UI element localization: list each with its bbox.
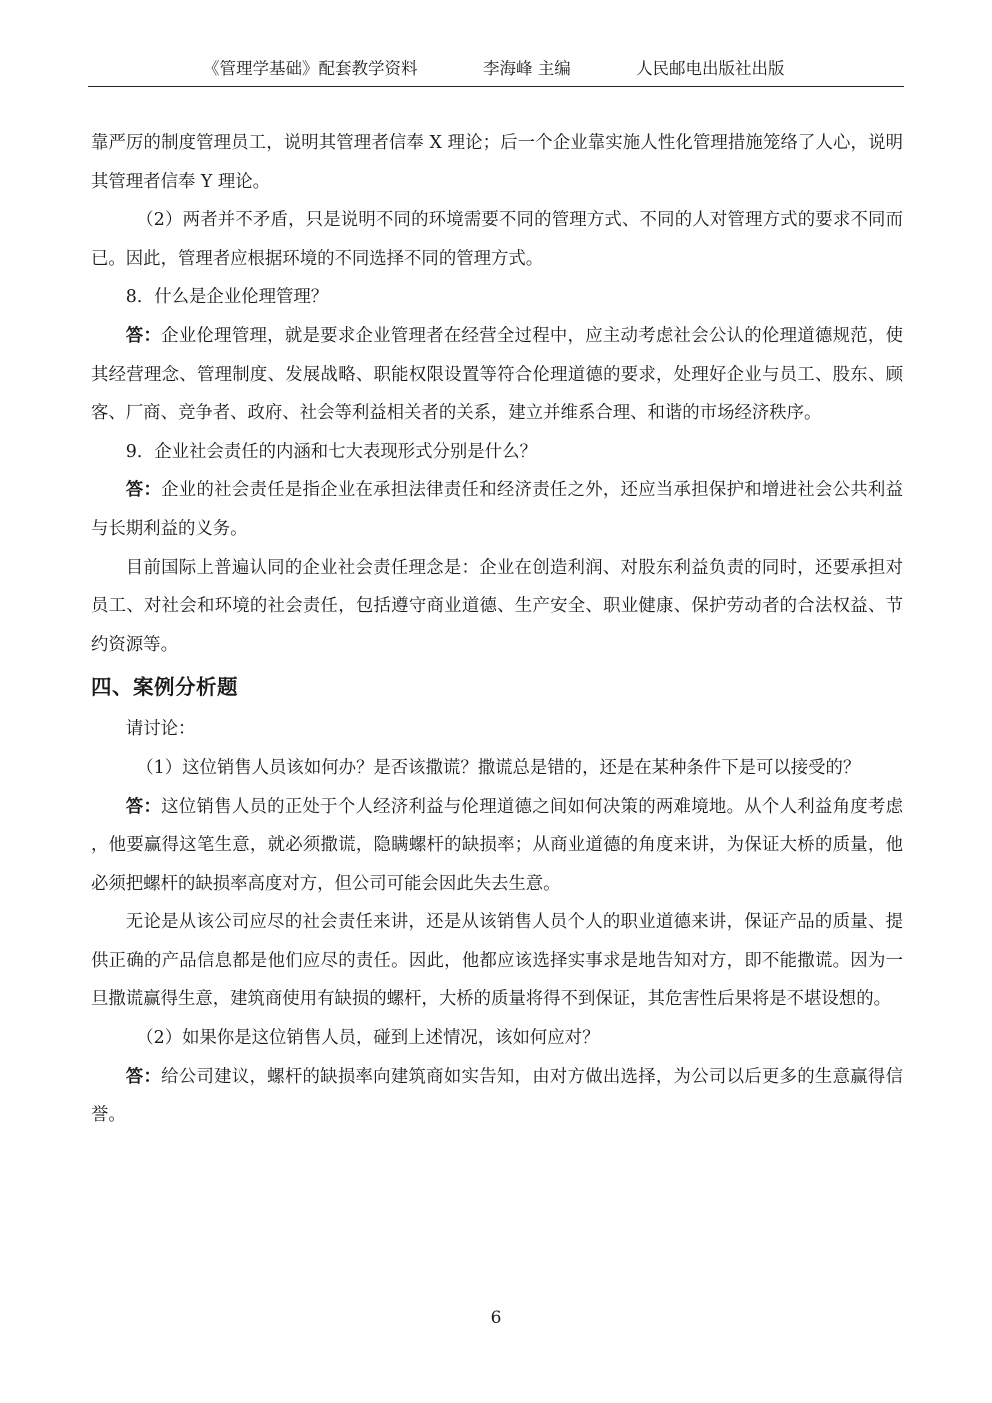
header-publisher: 人民邮电出版社出版 <box>636 59 785 78</box>
answer-9-continued: 目前国际上普遍认同的企业社会责任理念是：企业在创造利润、对股东利益负责的同时，还要承担对员工、对社会和环境的社会责任，包括遵守商业道德、生产安全、职业健康、保护劳动者的合法权益、节约资源等。 <box>91 557 903 655</box>
answer-label: 答： <box>125 480 162 501</box>
answer-8 <box>91 317 903 433</box>
answer-label: 答： <box>125 1066 162 1087</box>
case-answer-1 <box>91 788 903 904</box>
question-8: 8．什么是企业伦理管理？ <box>125 287 329 308</box>
answer-label: 答： <box>125 796 162 817</box>
page-body <box>91 124 903 1135</box>
case-question-2: （2）如果你是这位销售人员，碰到上述情况，该如何应对？ <box>136 1028 600 1049</box>
case-answer-1-continued: 无论是从该公司应尽的社会责任来讲，还是从该销售人员个人的职业道德来讲，保证产品的质量、提供正确的产品信息都是他们应尽的责任。因此，他都应该选择实事求是地告知对方，即不能撒谎。因为一旦撒谎赢得生意，建筑商使用有缺损的螺杆，大桥的质量将得不到保证，其危害性后果将是不堪设想的。 <box>91 912 903 1010</box>
case-question-1: （1）这位销售人员该如何办？是否该撒谎？撒谎总是错的，还是在某种条件下是可以接受的？ <box>136 757 861 778</box>
header-book-title: 《管理学基础》配套教学资料 <box>203 59 418 78</box>
section-heading: 四、案例分析题 <box>91 675 238 700</box>
paragraph-answer-part-2: （2）两者并不矛盾，只是说明不同的环境需要不同的管理方式、不同的人对管理方式的要求不同而已。因此，管理者应根据环境的不同选择不同的管理方式。 <box>91 210 903 269</box>
paragraph-continuation: 靠严厉的制度管理员工，说明其管理者信奉 X 理论；后一个企业靠实施人性化管理措施笼络了人心，说明其管理者信奉 Y 理论。 <box>91 133 903 192</box>
answer-label: 答： <box>125 325 162 346</box>
answer-text: 企业的社会责任是指企业在承担法律责任和经济责任之外，还应当承担保护和增进社会公共利益与长期利益的义务。 <box>91 480 903 539</box>
answer-text: 企业伦理管理，就是要求企业管理者在经营全过程中，应主动考虑社会公认的伦理道德规范，使其经营理念、管理制度、发展战略、职能权限设置等符合伦理道德的要求，处理好企业与员工、股东、顾客、厂商、竞争者、政府、社会等利益相关者的关系，建立并维系合理、和谐的市场经济秩序。 <box>91 325 903 424</box>
question-9: 9．企业社会责任的内涵和七大表现形式分别是什么？ <box>125 441 537 462</box>
discussion-prompt: 请讨论： <box>125 719 196 740</box>
case-answer-2 <box>91 1058 903 1135</box>
header-editor: 李海峰 主编 <box>483 59 571 78</box>
running-header <box>88 52 904 87</box>
answer-text: 这位销售人员的正处于个人经济利益与伦理道德之间如何决策的两难境地。从个人利益角度考虑，他要赢得这笔生意，就必须撒谎，隐瞒螺杆的缺损率；从商业道德的角度来讲，为保证大桥的质量，他必须把螺杆的缺损率高度对方，但公司可能会因此失去生意。 <box>91 796 903 894</box>
page-number: 6 <box>490 1308 502 1328</box>
answer-text: 给公司建议，螺杆的缺损率向建筑商如实告知，由对方做出选择，为公司以后更多的生意赢得信誉。 <box>91 1066 903 1126</box>
answer-9 <box>91 471 903 548</box>
